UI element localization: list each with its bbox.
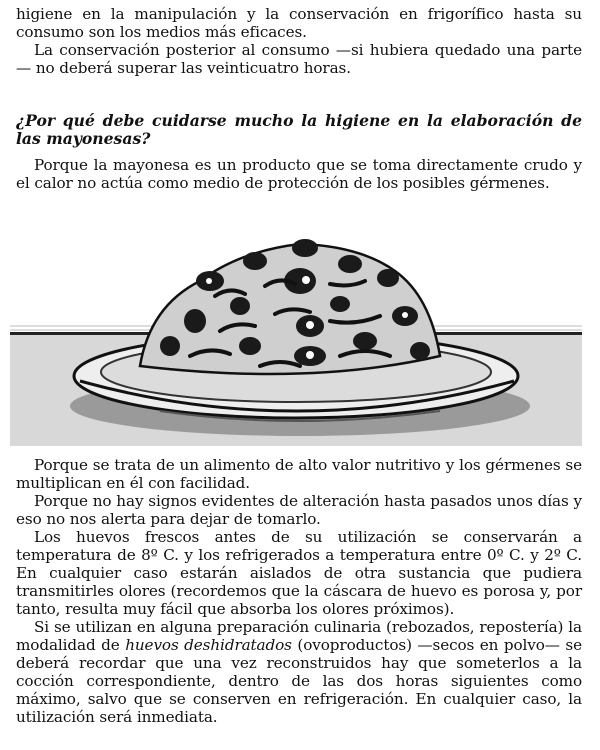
intro-paragraph-continued: higiene en la manipulación y la conservación en frigorífico hasta su consumo son los medios más eficaces. (16, 5, 582, 41)
body-paragraph-2: Porque no hay signos evidentes de alteración hasta pasados unos días y eso no nos alerta para dejar de tomarlo. (16, 492, 582, 528)
question-heading: ¿Por qué debe cuidarse mucho la higiene en la elaboración de las mayonesas? (16, 111, 582, 148)
answer-paragraph: Porque la mayonesa es un producto que se toma directamente crudo y el calor no actúa como medio de protección de los posibles gérmenes. (16, 156, 582, 192)
body-paragraph-1: Porque se trata de un alimento de alto valor nutritivo y los gérmenes se multiplican en él con facilidad. (16, 456, 582, 492)
body-paragraph-4-end: (ovoproductos) —secos en polvo— se deberá recordar que una vez reconstruidos hay que someterlos a la cocción correspondiente, dentro de las dos horas siguientes como máximo, salvo que se conserven en refrigeración. En cualquier caso, la utilización será inmediata. (16, 636, 582, 726)
body-paragraph-4-emphasis: huevos deshidratados (125, 636, 292, 654)
body-paragraph-4 (16, 618, 582, 726)
body-paragraph-4-start: Si se utilizan en alguna preparación culinaria (rebozados, repostería) la modalidad de (16, 618, 582, 654)
body-section (16, 456, 582, 726)
body-paragraph-3: Los huevos frescos antes de su utilización se conservarán a temperatura de 8º C. y los refrigerados a temperatura entre 0º C. y 2º C. En cualquier caso estarán aislados de otra sustancia que pudiera transmitirles olores (recordemos que la cáscara de huevo es porosa y, por tanto, resulta muy fácil que absorba los olores próximos). (16, 528, 582, 618)
question-section (16, 112, 582, 148)
answer-section (16, 156, 582, 192)
intro-paragraph-storage: La conservación posterior al consumo —si hubiera quedado una parte— no deberá superar las veinticuatro horas. (16, 41, 582, 77)
intro-section (16, 5, 582, 77)
salad-plate-illustration (10, 226, 582, 446)
